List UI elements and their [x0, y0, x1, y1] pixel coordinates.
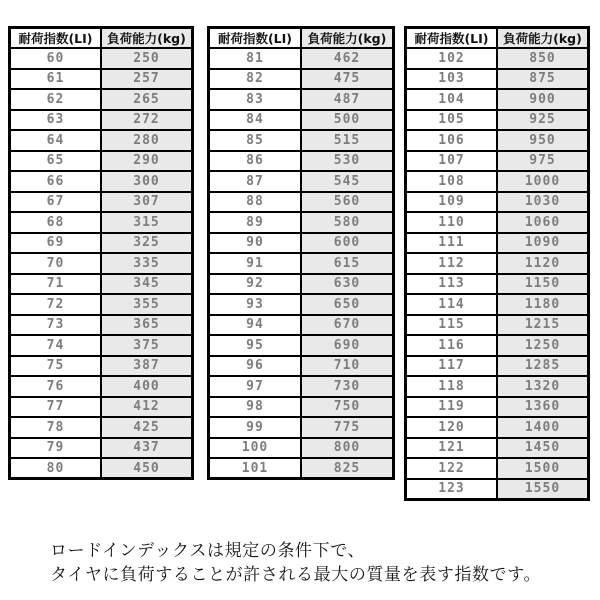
kg-value-cell: 600	[301, 233, 394, 254]
li-value-cell: 68	[10, 212, 102, 233]
li-value-cell: 93	[209, 294, 302, 315]
kg-value-cell: 1250	[497, 335, 589, 356]
li-value-cell: 105	[406, 110, 498, 131]
table-row	[406, 315, 589, 336]
li-value-cell: 60	[10, 48, 102, 69]
li-value-cell: 67	[10, 192, 102, 213]
li-value-cell: 63	[10, 110, 102, 131]
li-value-cell: 90	[209, 233, 302, 254]
header-row	[209, 28, 394, 49]
kg-value-cell: 560	[301, 192, 394, 213]
li-value-cell: 101	[209, 458, 302, 479]
table-row	[209, 192, 394, 213]
li-value-cell: 77	[10, 397, 102, 418]
li-value-cell: 76	[10, 376, 102, 397]
kg-value-cell: 1000	[497, 171, 589, 192]
table-row	[406, 417, 589, 438]
load-index-table-81-101	[207, 26, 395, 480]
li-value-cell: 117	[406, 356, 498, 377]
table-row	[406, 69, 589, 90]
kg-value-cell: 1550	[497, 479, 589, 500]
kg-value-cell: 335	[101, 253, 193, 274]
li-value-cell: 98	[209, 397, 302, 418]
li-value-cell: 87	[209, 171, 302, 192]
li-value-cell: 107	[406, 151, 498, 172]
li-value-cell: 70	[10, 253, 102, 274]
table-row	[10, 315, 193, 336]
li-value-cell: 120	[406, 417, 498, 438]
table-row	[10, 171, 193, 192]
kg-value-cell: 1400	[497, 417, 589, 438]
table-row	[406, 151, 589, 172]
li-value-cell: 97	[209, 376, 302, 397]
li-value-cell: 115	[406, 315, 498, 336]
table-row	[10, 212, 193, 233]
caption-line-1: ロードインデックスは規定の条件下で、	[50, 541, 366, 561]
table-row	[10, 89, 193, 110]
kg-value-cell: 307	[101, 192, 193, 213]
li-value-cell: 111	[406, 233, 498, 254]
li-value-cell: 72	[10, 294, 102, 315]
table-row	[209, 110, 394, 131]
table-row	[209, 48, 394, 69]
li-value-cell: 84	[209, 110, 302, 131]
table-row	[10, 110, 193, 131]
kg-value-cell: 950	[497, 130, 589, 151]
kg-value-cell: 315	[101, 212, 193, 233]
kg-value-cell: 375	[101, 335, 193, 356]
li-value-cell: 108	[406, 171, 498, 192]
table-row	[406, 294, 589, 315]
li-value-cell: 123	[406, 479, 498, 500]
kg-value-cell: 400	[101, 376, 193, 397]
kg-value-cell: 1150	[497, 274, 589, 295]
kg-value-cell: 615	[301, 253, 394, 274]
table-row	[10, 335, 193, 356]
li-value-cell: 65	[10, 151, 102, 172]
kg-value-cell: 300	[101, 171, 193, 192]
kg-value-cell: 345	[101, 274, 193, 295]
kg-value-cell: 1120	[497, 253, 589, 274]
kg-value-cell: 387	[101, 356, 193, 377]
kg-header-cell: 負荷能力(kg)	[301, 28, 394, 49]
kg-value-cell: 1030	[497, 192, 589, 213]
table-row	[406, 274, 589, 295]
kg-value-cell: 825	[301, 458, 394, 479]
kg-value-cell: 1090	[497, 233, 589, 254]
table-row	[406, 171, 589, 192]
kg-value-cell: 850	[497, 48, 589, 69]
kg-value-cell: 1060	[497, 212, 589, 233]
li-header-cell: 耐荷指数(LI)	[406, 28, 498, 49]
kg-value-cell: 730	[301, 376, 394, 397]
kg-value-cell: 975	[497, 151, 589, 172]
kg-value-cell: 775	[301, 417, 394, 438]
table-row	[406, 335, 589, 356]
kg-value-cell: 500	[301, 110, 394, 131]
table-row	[209, 89, 394, 110]
kg-value-cell: 925	[497, 110, 589, 131]
kg-value-cell: 425	[101, 417, 193, 438]
table-row	[406, 356, 589, 377]
table-row	[406, 212, 589, 233]
table-row	[209, 335, 394, 356]
table-row	[10, 253, 193, 274]
table-row	[10, 233, 193, 254]
li-value-cell: 88	[209, 192, 302, 213]
table-row	[406, 192, 589, 213]
table-row	[10, 376, 193, 397]
table-row	[209, 438, 394, 459]
kg-value-cell: 750	[301, 397, 394, 418]
kg-value-cell: 280	[101, 130, 193, 151]
table-row	[10, 48, 193, 69]
table-row	[406, 233, 589, 254]
kg-value-cell: 265	[101, 89, 193, 110]
kg-value-cell: 475	[301, 69, 394, 90]
header-row	[10, 28, 193, 49]
li-value-cell: 103	[406, 69, 498, 90]
table-row	[406, 397, 589, 418]
li-header-cell: 耐荷指数(LI)	[209, 28, 302, 49]
kg-value-cell: 1360	[497, 397, 589, 418]
kg-value-cell: 530	[301, 151, 394, 172]
li-value-cell: 91	[209, 253, 302, 274]
li-value-cell: 118	[406, 376, 498, 397]
li-value-cell: 75	[10, 356, 102, 377]
table-row	[10, 294, 193, 315]
li-value-cell: 74	[10, 335, 102, 356]
li-header-cell: 耐荷指数(LI)	[10, 28, 102, 49]
kg-value-cell: 650	[301, 294, 394, 315]
table-row	[209, 458, 394, 479]
li-value-cell: 113	[406, 274, 498, 295]
kg-value-cell: 515	[301, 130, 394, 151]
li-value-cell: 104	[406, 89, 498, 110]
kg-value-cell: 462	[301, 48, 394, 69]
kg-value-cell: 325	[101, 233, 193, 254]
kg-value-cell: 900	[497, 89, 589, 110]
li-value-cell: 100	[209, 438, 302, 459]
caption-text	[50, 540, 541, 587]
kg-value-cell: 437	[101, 438, 193, 459]
li-value-cell: 110	[406, 212, 498, 233]
li-value-cell: 85	[209, 130, 302, 151]
table-row	[209, 130, 394, 151]
kg-value-cell: 1450	[497, 438, 589, 459]
li-value-cell: 121	[406, 438, 498, 459]
table-row	[10, 397, 193, 418]
table-row	[10, 192, 193, 213]
kg-value-cell: 670	[301, 315, 394, 336]
kg-value-cell: 487	[301, 89, 394, 110]
table-row	[209, 151, 394, 172]
kg-value-cell: 1320	[497, 376, 589, 397]
kg-value-cell: 450	[101, 458, 193, 479]
table-row	[10, 274, 193, 295]
table-row	[406, 479, 589, 500]
li-value-cell: 86	[209, 151, 302, 172]
li-value-cell: 80	[10, 458, 102, 479]
li-value-cell: 64	[10, 130, 102, 151]
kg-value-cell: 690	[301, 335, 394, 356]
kg-value-cell: 1180	[497, 294, 589, 315]
table-row	[406, 458, 589, 479]
kg-value-cell: 1500	[497, 458, 589, 479]
li-value-cell: 112	[406, 253, 498, 274]
kg-value-cell: 800	[301, 438, 394, 459]
kg-value-cell: 272	[101, 110, 193, 131]
li-value-cell: 69	[10, 233, 102, 254]
kg-value-cell: 580	[301, 212, 394, 233]
kg-value-cell: 290	[101, 151, 193, 172]
table-row	[209, 212, 394, 233]
li-value-cell: 62	[10, 89, 102, 110]
kg-value-cell: 710	[301, 356, 394, 377]
table-row	[209, 274, 394, 295]
li-value-cell: 106	[406, 130, 498, 151]
kg-value-cell: 365	[101, 315, 193, 336]
li-value-cell: 82	[209, 69, 302, 90]
load-index-table-60-80	[8, 26, 194, 480]
kg-value-cell: 257	[101, 69, 193, 90]
kg-value-cell: 545	[301, 171, 394, 192]
li-value-cell: 71	[10, 274, 102, 295]
li-value-cell: 95	[209, 335, 302, 356]
li-value-cell: 122	[406, 458, 498, 479]
kg-value-cell: 630	[301, 274, 394, 295]
li-value-cell: 61	[10, 69, 102, 90]
table-row	[209, 315, 394, 336]
table-row	[406, 110, 589, 131]
caption-line-2: タイヤに負荷することが許される最大の質量を表す指数です。	[50, 564, 542, 585]
li-value-cell: 119	[406, 397, 498, 418]
kg-header-cell: 負荷能力(kg)	[497, 28, 589, 49]
load-index-table-102-123	[404, 26, 590, 501]
table-row	[406, 376, 589, 397]
table-row	[406, 438, 589, 459]
li-value-cell: 94	[209, 315, 302, 336]
table-row	[10, 130, 193, 151]
table-row	[406, 130, 589, 151]
li-value-cell: 79	[10, 438, 102, 459]
table-row	[209, 233, 394, 254]
kg-value-cell: 412	[101, 397, 193, 418]
table-row	[10, 438, 193, 459]
kg-header-cell: 負荷能力(kg)	[101, 28, 193, 49]
table-row	[209, 356, 394, 377]
table-row	[209, 294, 394, 315]
li-value-cell: 73	[10, 315, 102, 336]
table-row	[209, 171, 394, 192]
li-value-cell: 92	[209, 274, 302, 295]
table-row	[10, 417, 193, 438]
li-value-cell: 78	[10, 417, 102, 438]
li-value-cell: 81	[209, 48, 302, 69]
li-value-cell: 96	[209, 356, 302, 377]
table-row	[406, 253, 589, 274]
header-row	[406, 28, 589, 49]
kg-value-cell: 250	[101, 48, 193, 69]
table-row	[209, 253, 394, 274]
table-row	[209, 69, 394, 90]
li-value-cell: 116	[406, 335, 498, 356]
li-value-cell: 109	[406, 192, 498, 213]
table-row	[10, 458, 193, 479]
table-row	[209, 397, 394, 418]
kg-value-cell: 355	[101, 294, 193, 315]
li-value-cell: 114	[406, 294, 498, 315]
kg-value-cell: 1285	[497, 356, 589, 377]
table-row	[406, 48, 589, 69]
li-value-cell: 66	[10, 171, 102, 192]
li-value-cell: 83	[209, 89, 302, 110]
table-row	[10, 356, 193, 377]
li-value-cell: 102	[406, 48, 498, 69]
table-row	[209, 417, 394, 438]
kg-value-cell: 875	[497, 69, 589, 90]
li-value-cell: 89	[209, 212, 302, 233]
table-row	[10, 151, 193, 172]
table-row	[10, 69, 193, 90]
table-row	[209, 376, 394, 397]
kg-value-cell: 1215	[497, 315, 589, 336]
table-row	[406, 89, 589, 110]
li-value-cell: 99	[209, 417, 302, 438]
